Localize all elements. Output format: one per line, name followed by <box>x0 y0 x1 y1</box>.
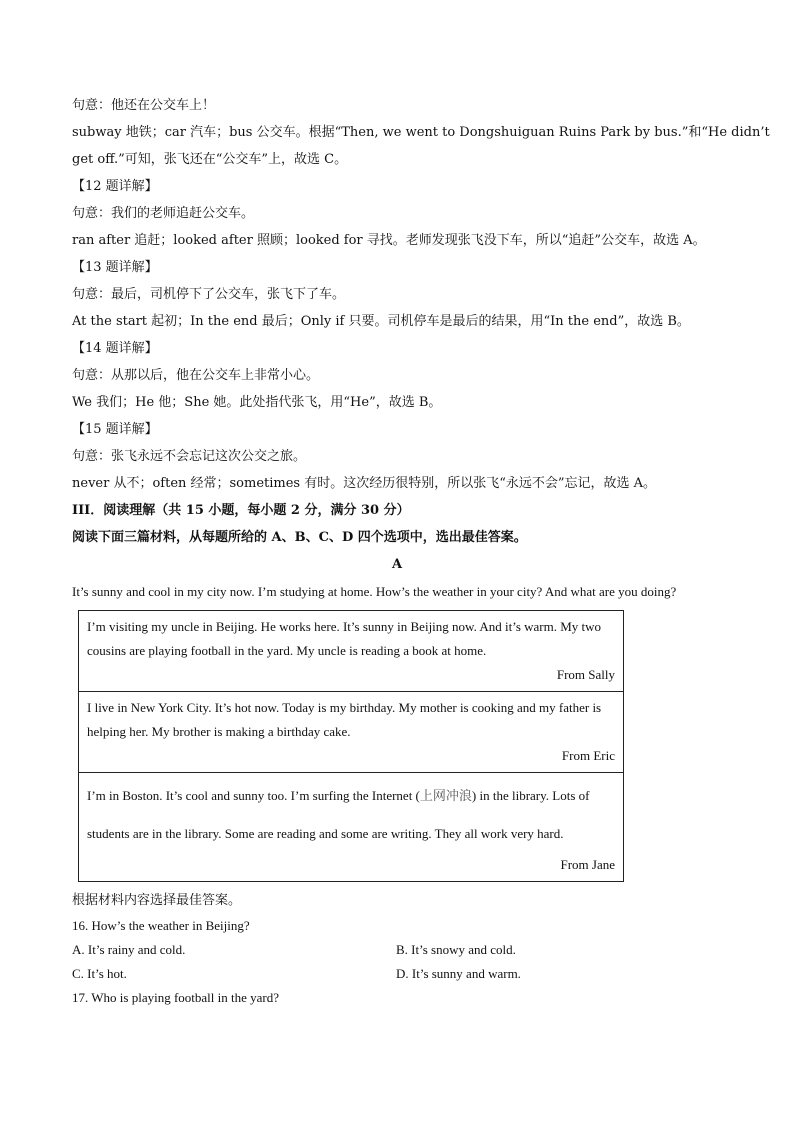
explanation-line: At the start 起初；In the end 最后；Only if 只要。司机停车是最后的结果，用“In the end”，故选 B。 <box>72 314 690 329</box>
chinese-gloss: 上网冲浪 <box>419 788 472 803</box>
letter-text: I’m visiting my uncle in Beijing. He works here. It’s sunny in Beijing now. And it’s warm. My two cousins are playing football in the yard. My uncle is reading a book at home. <box>87 619 602 658</box>
question-heading: 【14 题详解】 <box>72 341 158 356</box>
explanation-line: subway 地铁；car 汽车；bus 公交车。根据“Then, we went to Dongshuiguan Ruins Park by bus.”和“He didn’t <box>72 125 770 140</box>
document-page <box>72 92 770 1010</box>
option-a: A. It’s rainy and cold. <box>72 942 186 957</box>
question-heading: 【12 题详解】 <box>72 179 158 194</box>
question-17-stem: 17. Who is playing football in the yard? <box>72 990 279 1005</box>
passage-intro: It’s sunny and cool in my city now. I’m studying at home. How’s the weather in your city? And what are you doing? <box>72 584 677 599</box>
letter-text <box>87 777 615 853</box>
letters-table <box>78 610 624 882</box>
letter-text: I live in New York City. It’s hot now. Today is my birthday. My mother is cooking and my father is helping her. My brother is making a birthday cake. <box>87 700 602 739</box>
explanation-line: never 从不；often 经常；sometimes 有时。这次经历很特别，所以张飞“永远不会”忘记，故选 A。 <box>72 476 657 491</box>
task-prompt: 根据材料内容选择最佳答案。 <box>72 893 242 908</box>
letter-text-after: ) in the library. Lots of students are in the library. Some are reading and some are writing. They all work very hard. <box>87 788 590 841</box>
letter-signature: From Eric <box>561 748 615 763</box>
section-heading: III．阅读理解（共 15 小题，每小题 2 分，满分 30 分） <box>72 503 410 518</box>
question-heading: 【15 题详解】 <box>72 422 158 437</box>
explanation-line: 句意：我们的老师追赶公交车。 <box>72 206 255 221</box>
question-heading: 【13 题详解】 <box>72 260 158 275</box>
letter-entry-sally <box>79 611 623 691</box>
letter-text-before: I’m in Boston. It’s cool and sunny too. I’m surfing the Internet ( <box>87 788 420 803</box>
explanation-line: get off.”可知，张飞还在“公交车”上，故选 C。 <box>72 152 348 167</box>
letter-signature: From Sally <box>556 667 615 682</box>
option-d: D. It’s sunny and warm. <box>396 966 521 981</box>
explanation-line: We 我们；He 他；She 她。此处指代张飞，用“He”，故选 B。 <box>72 395 442 410</box>
passage-label: A <box>391 557 403 572</box>
letter-signature: From Jane <box>560 857 615 872</box>
option-c: C. It’s hot. <box>72 966 127 981</box>
option-b: B. It’s snowy and cold. <box>396 942 516 957</box>
explanation-line: 句意：从那以后，他在公交车上非常小心。 <box>72 368 320 383</box>
question-16-options-row-1 <box>72 938 722 962</box>
explanation-line: 句意：最后，司机停下了公交车，张飞下了车。 <box>72 287 346 302</box>
letter-entry-eric <box>79 691 623 772</box>
explanation-line: 句意：张飞永远不会忘记这次公交之旅。 <box>72 449 307 464</box>
explanation-line: 句意：他还在公交车上！ <box>72 98 216 113</box>
letter-entry-jane <box>79 772 623 881</box>
explanation-line: ran after 追赶；looked after 照顾；looked for 寻找。老师发现张飞没下车，所以“追赶”公交车，故选 A。 <box>72 233 706 248</box>
section-instruction: 阅读下面三篇材料，从每题所给的 A、B、C、D 四个选项中，选出最佳答案。 <box>72 530 527 545</box>
question-16-options-row-2 <box>72 962 722 986</box>
question-16-stem: 16. How’s the weather in Beijing? <box>72 918 250 933</box>
